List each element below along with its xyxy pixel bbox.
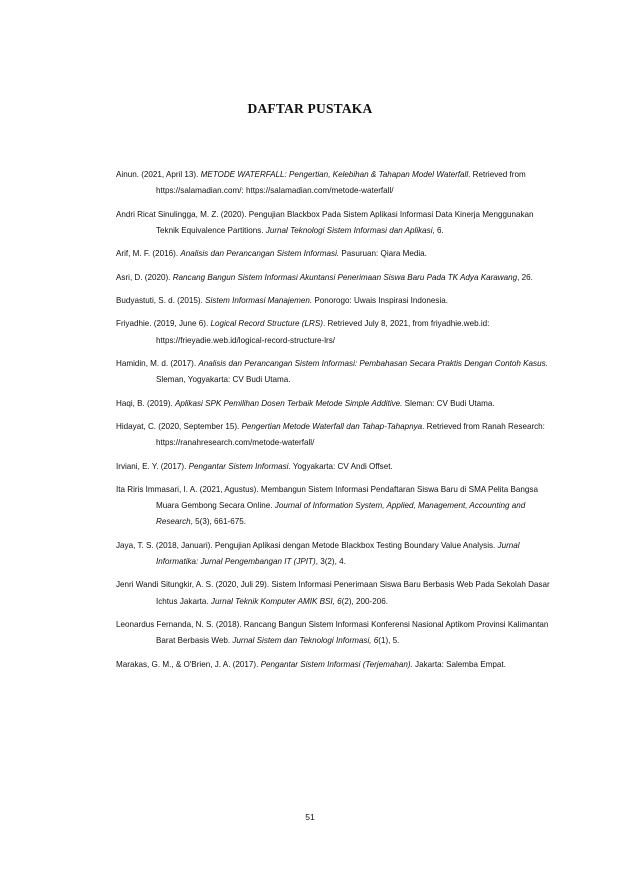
reference-entry: Jaya, T. S. (2018, Januari). Pengujian Aplikasi dengan Metode Blackbox Testing Boundary Value Analysis. Jurnal Informatika: Jurnal Pengembangan IT (JPIT), 3(2), 4.	[116, 540, 520, 566]
reference-entry: Friyadhie. (2019, June 6). Logical Record Structure (LRS). Retrieved July 8, 2021, from friyadhie.web.id: https://frieyadie.web.id/logical-record-structure-lrs/	[116, 319, 490, 345]
reference-entry: Hamidin, M. d. (2017). Analisis dan Perancangan Sistem Informasi: Pembahasan Secara Praktis Dengan Contoh Kasus. Sleman, Yogyakarta: CV Budi Utama.	[116, 358, 548, 385]
page-title: DAFTAR PUSTAKA	[247, 101, 373, 116]
reference-entry: Leonardus Fernanda, N. S. (2018). Rancang Bangun Sistem Informasi Konferensi Nasional Aptikom Provinsi Kalimantan Barat Berbasis Web. Jurnal Sistem dan Teknologi Informasi, 6(1), 5.	[116, 619, 549, 646]
reference-entry: Marakas, G. M., & O'Brien, J. A. (2017). Pengantar Sistem Informasi (Terjemahan). Jakarta: Salemba Empat.	[116, 659, 506, 669]
reference-entry: Haqi, B. (2019). Aplikasi SPK Pemilihan Dosen Terbaik Metode Simple Additive. Sleman: CV Budi Utama.	[116, 398, 495, 408]
reference-entry: Asri, D. (2020). Rancang Bangun Sistem Informasi Akuntansi Penerimaan Siswa Baru Pada TK Adya Karawang, 26.	[116, 272, 533, 282]
reference-entry: Andri Ricat Sinulingga, M. Z. (2020). Pengujian Blackbox Pada Sistem Aplikasi Informasi Data Kinerja Menggunakan Teknik Equivalence Partitions. Jurnal Teknologi Sistem Informasi dan Aplikasi, 6.	[116, 209, 534, 235]
reference-entry: Budyastuti, S. d. (2015). Sistem Informasi Manajemen. Ponorogo: Uwais Inspirasi Indonesia.	[116, 295, 449, 305]
reference-entry: Hidayat, C. (2020, September 15). Pengertian Metode Waterfall dan Tahap-Tahapnya. Retrieved from Ranah Research: https://ranahresearch.com/metode-waterfall/	[116, 421, 545, 448]
reference-entry: Arif, M. F. (2016). Analisis dan Perancangan Sistem Informasi. Pasuruan: Qiara Media.	[116, 249, 427, 259]
reference-entry: Irviani, E. Y. (2017). Pengantar Sistem Informasi. Yogyakarta: CV Andi Offset.	[116, 461, 393, 471]
page-number: 51	[305, 812, 315, 822]
reference-entry: Ainun. (2021, April 13). METODE WATERFALL: Pengertian, Kelebihan & Tahapan Model Waterfall. Retrieved from https://salamadian.com/: https://salamadian.com/metode-waterfall/	[116, 170, 526, 196]
reference-entry: Jenri Wandi Situngkir, A. S. (2020, Juli 29). Sistem Informasi Penerimaan Siswa Baru Berbasis Web Pada Sekolah Dasar Ichtus Jakarta. Jurnal Teknik Komputer AMIK BSI, 6(2), 200-206.	[116, 580, 550, 606]
reference-entry: Ita Riris Immasari, I. A. (2021, Agustus). Membangun Sistem Informasi Pendaftaran Siswa Baru di SMA Pelita Bangsa Muara Gembong Secara Online. Journal of Information System, Applied, Management, Accounting and Research, 5(3), 661-675.	[116, 484, 538, 527]
reference-list	[116, 167, 552, 680]
